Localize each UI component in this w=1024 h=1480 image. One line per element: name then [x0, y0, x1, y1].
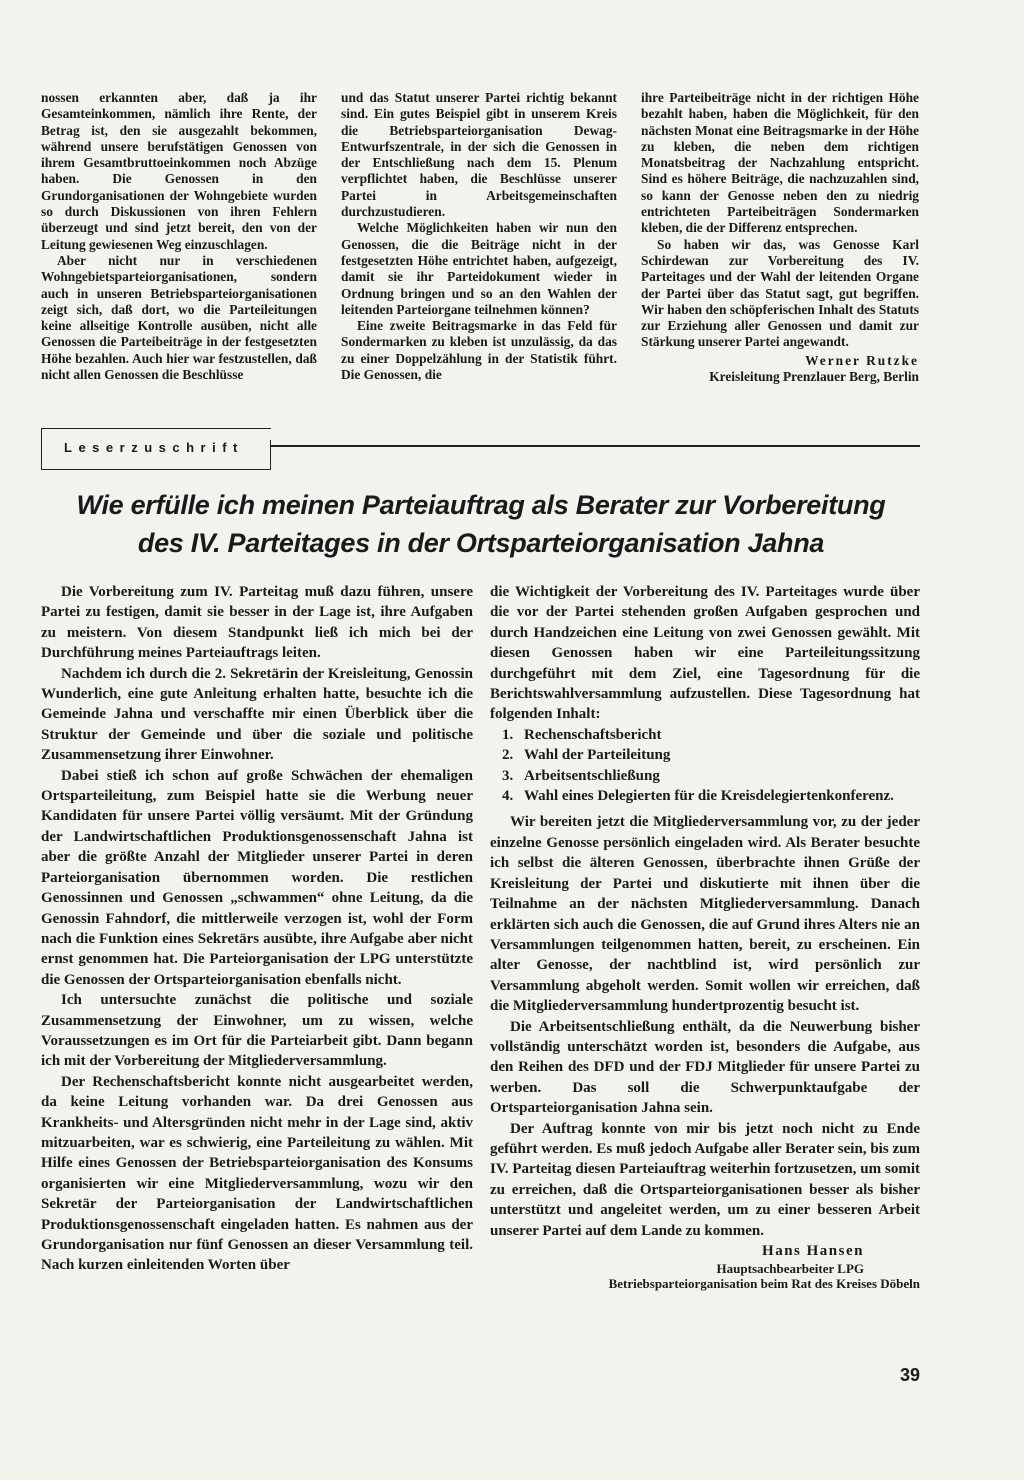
agenda-item: 4. Wahl eines Delegierten für die Kreisdelegiertenkonferenz.: [502, 788, 894, 805]
author-name: Werner Rutzke: [805, 352, 919, 368]
paragraph: Welche Möglichkeiten haben wir nun den Genossen, die die Beiträge nicht in der festgesetzten Höhe entrichtet haben, aufgezeigt, damit sie ihr Parteidokument wieder in Ordnung bringen und so an den Wahlen der leitenden Parteiorgane teilnehmen können?: [341, 220, 617, 317]
paragraph: Nachdem ich durch die 2. Sekretärin der Kreisleitung, Genossin Wunderlich, eine gute Anleitung erhalten hatte, besuchte ich die Gemeinde Jahna und verschaffte mir einen Überblick über die Struktur der Gemeinde und über die soziale und politische Zusammensetzung ihrer Einwohner.: [41, 665, 473, 764]
top-column-2: [341, 90, 617, 383]
paragraph: Die Vorbereitung zum IV. Parteitag muß dazu führen, unsere Partei zu festigen, damit sie besser in der Lage ist, ihre Aufgaben zu meistern. Von diesem Standpunkt ließ ich mich bei der Durchführung meines Parteiauftrags leiten.: [41, 584, 473, 662]
author-location: Kreisleitung Prenzlauer Berg, Berlin: [709, 369, 919, 385]
agenda-item: 1. Rechenschaftsbericht: [502, 726, 662, 743]
article-column-right: [490, 582, 920, 1291]
agenda-list: [490, 725, 920, 807]
author-role: Hauptsachbearbeiter LPG: [716, 1261, 864, 1277]
paragraph: So haben wir das, was Genosse Karl Schirdewan zur Vorbereitung des IV. Parteitages und der Wahl der leitenden Organe der Partei über das Statut sagt, gut begriffen. Wir haben den schöpferischen Inhalt des Statuts zur Erziehung aller Genossen und damit zur Stärkung unserer Partei angewandt.: [641, 236, 919, 350]
article-headline: [41, 486, 921, 562]
paragraph: Ich untersuchte zunächst die politische und soziale Zusammensetzung der Einwohner, um zu wissen, welche Voraussetzungen es im Ort für die Parteiarbeit gibt. Dann begann ich mit der Vorbereitung der Mitgliederversammlung.: [41, 992, 473, 1070]
paragraph: die Wichtigkeit der Vorbereitung des IV. Parteitages wurde über die vor der Partei stehenden großen Aufgaben gesprochen und durch Handzeichen eine Leitung von zwei Genossen gewählt. Mit diesen Genossen haben wir eine Parteileitungssitzung durchgeführt mit dem Ziel, eine Tagesordnung für die Berichtswahlversammlung aufzustellen. Diese Tagesordnung hat folgenden Inhalt:: [490, 584, 920, 723]
paragraph: und das Statut unserer Partei richtig bekannt sind. Ein gutes Beispiel gibt in unserem Kreis die Betriebsparteiorganisation Dewag-Entwurfszentrale, in der sich die Genossen in der Entschließung nach dem 15. Plenum verpflichtet haben, die Beschlüsse unserer Partei in Arbeitsgemeinschaften durchzustudieren.: [341, 90, 617, 220]
page-number: 39: [899, 1365, 920, 1385]
agenda-item: 3. Arbeitsentschließung: [502, 767, 660, 784]
paragraph: Wir bereiten jetzt die Mitgliederversammlung vor, zu der jeder einzelne Genosse persönlich eingeladen wird. Als Berater besuchte ich selbst die älteren Genossen, überbrachte ihnen Grüße der Kreisleitung der Partei und diskutierte mit ihnen über die Teilnahme an der nächsten Mitgliederversammlung. Danach erklärten sich auch die Genossen, die auf Grund ihres Alters nie an Versammlungen teilgenommen hatten, bereit, zu erscheinen. Ein alter Genosse, der nachtblind ist, wird persönlich zur Versammlung abgeholt werden. Somit wollen wir erreichen, daß die Mitgliederversammlung hundertprozentig besucht ist.: [490, 814, 920, 1015]
top-column-3: [641, 90, 919, 385]
paragraph: Die Arbeitsentschließung enthält, da die Neuwerbung bisher vollständig unterschätzt worden ist, besonders die Aufgabe, aus den Reihen des DFD und der FDJ Mitglieder für unsere Partei zu werben. Das soll die Schwerpunktaufgabe der Ortsparteiorganisation Jahna sein.: [490, 1018, 920, 1117]
headline-line-1: Wie erfülle ich meinen Parteiauftrag als Berater zur Vorbereitung: [76, 490, 886, 520]
paragraph: Der Auftrag konnte von mir bis jetzt noch nicht zu Ende geführt werden. Es muß jedoch Aufgabe aller Berater sein, bis zum IV. Parteitag diesen Parteiauftrag weiterhin fortzusetzen, um somit zu erreichen, daß die Ortsparteiorganisationen besser als bisher unterstützt und angeleitet werden, um zu einer besseren Arbeit unserer Partei auf dem Lande zu kommen.: [490, 1120, 920, 1239]
paragraph: Aber nicht nur in verschiedenen Wohngebietsparteiorganisationen, sondern auch in unseren Betriebsparteiorganisationen zeigt sich, daß dort, wo die Parteileitungen keine allseitige Kontrolle ausüben, nicht alle Genossen die Parteibeiträge in der festgesetzten Höhe bezahlen. Auch hier war festzustellen, daß nicht allen Genossen die Beschlüsse: [41, 252, 317, 383]
paragraph: nossen erkannten aber, daß ja ihr Gesamteinkommen, nämlich ihre Rente, der Betrag ist, den sie ausgezahlt bekommen, während unsere berufstätigen Genossen von ihrem Gesamtbruttoeinkommen noch Abzüge haben. Die Genossen in den Grundorganisationen der Wohngebiete wurden so durch Diskussionen von ihren Fehlern überzeugt und sind jetzt bereit, den von der Leitung gewiesenen Weg einzuschlagen.: [41, 90, 317, 252]
paragraph: Der Rechenschaftsbericht konnte nicht ausgearbeitet werden, da keine Leitung vorhanden war. Da drei Genossen aus Krankheits- und Altersgründen nicht mehr in der Lage sind, aktiv mitzuarbeiten, war es schwierig, eine Parteileitung zu wählen. Mit Hilfe eines Genossen der Betriebsparteiorganisation des Konsums organisierten wir eine Mitgliederversammlung, wozu wir den Sekretär der Parteiorganisation der Landwirtschaftlichen Produktionsgenossenschaft eingeladen hatten. Es nahmen aus der Grundorganisation nur fünf Genossen an dieser Versammlung teil. Nach kurzen einleitenden Worten über: [41, 1073, 473, 1274]
article-column-left: [41, 582, 473, 1276]
section-label: Leserzuschrift: [41, 428, 271, 470]
headline-line-2: des IV. Parteitages in der Ortsparteiorganisation Jahna: [137, 528, 825, 558]
author-name: Hans Hansen: [762, 1243, 864, 1259]
agenda-item: 2. Wahl der Parteileitung: [502, 747, 671, 764]
author-organization: Betriebsparteiorganisation beim Rat des Kreises Döbeln: [608, 1276, 920, 1292]
top-column-1: [41, 90, 317, 383]
paragraph: Dabei stieß ich schon auf große Schwächen der ehemaligen Ortsparteileitung, zum Beispiel hatte sie die Werbung neuer Kandidaten für unsere Partei völlig versäumt. Mit der Gründung der Landwirtschaftlichen Produktionsgenossenschaft Jahna ist aber die größte Anzahl der Mitglieder unserer Partei in deren Parteiorganisation übernommen worden. Die restlichen Genossinnen und Genossen „schwammen“ ohne Leitung, da die Genossin Fahndorf, die mittlerweile verzogen ist, wohl der Form nach die Funktion eines Sekretärs ausübte, ihre Aufgabe aber nicht ernst genommen hat. Die Parteiorganisation der LPG unterstützte die Genossen der Ortsparteiorganisation ebenfalls nicht.: [41, 767, 473, 988]
paragraph: ihre Parteibeiträge nicht in der richtigen Höhe bezahlt haben, haben die Möglichkeit, für den nächsten Monat eine Beitragsmarke in der Höhe zu kleben, die neben dem richtigen Monatsbeitrag der Nachzahlung entspricht. Sind es höhere Beiträge, die nachzuzahlen sind, so kann der Genosse neben den zu niedrig entrichteten Parteibeiträgen Sondermarken kleben, die der Differenz entsprechen.: [641, 90, 919, 236]
paragraph: Eine zweite Beitragsmarke in das Feld für Sondermarken zu kleben ist unzulässig, da das zu einer Doppelzählung in der Statistik führt. Die Genossen, die: [341, 318, 617, 383]
section-divider: [270, 445, 920, 447]
